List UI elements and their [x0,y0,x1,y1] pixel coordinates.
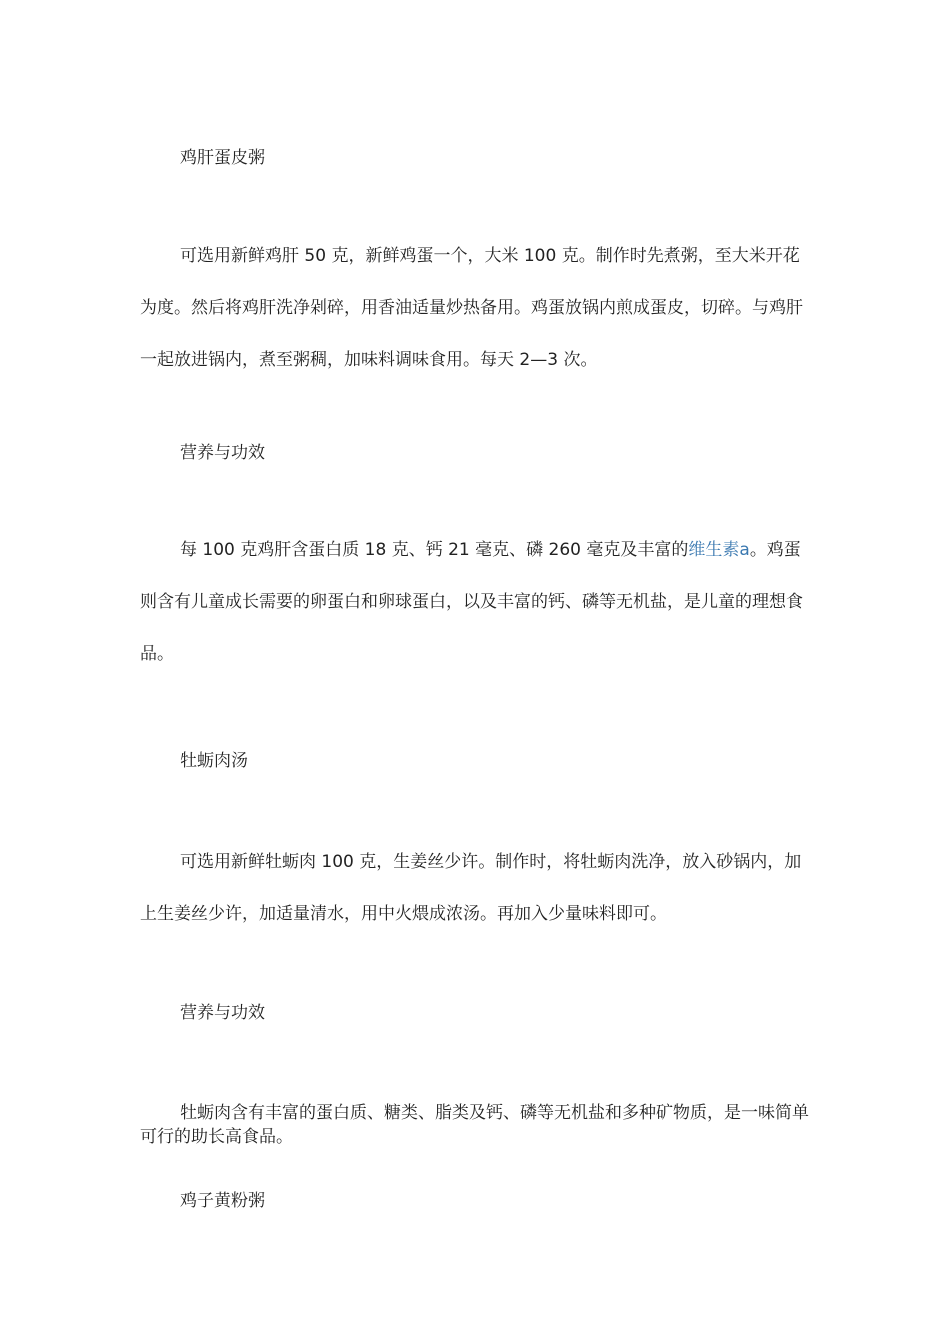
section-heading-egg-yolk-porridge: 鸡子黄粉粥 [180,1191,265,1211]
vitamin-a-link[interactable]: 维生素a [688,540,750,560]
section-heading-chicken-liver-porridge: 鸡肝蛋皮粥 [180,148,265,168]
section-heading-nutrition-1: 营养与功效 [180,443,265,463]
section-heading-oyster-soup: 牡蛎肉汤 [180,751,248,771]
recipe-paragraph-chicken-liver-porridge: 可选用新鲜鸡肝 50 克，新鲜鸡蛋一个，大米 100 克。制作时先煮粥，至大米开花为度。然后将鸡肝洗净剁碎，用香油适量炒热备用。鸡蛋放锅内煎成蛋皮，切碎。与鸡肝一起放进锅内，煮至粥稠，加味料调味食用。每天 2—3 次。 [140,246,803,370]
nutrition-paragraph-chicken-liver [140,524,810,680]
nutrition-text-part-2: 。鸡蛋则含有儿童成长需要的卵蛋白和卵球蛋白，以及丰富的钙、磷等无机盐，是儿童的理想食品。 [140,540,803,664]
recipe-paragraph-oyster-soup: 可选用新鲜牡蛎肉 100 克，生姜丝少许。制作时，将牡蛎肉洗净，放入砂锅内，加上生姜丝少许，加适量清水，用中火煨成浓汤。再加入少量味料即可。 [140,852,802,924]
nutrition-text-part-1: 每 100 克鸡肝含蛋白质 18 克、钙 21 毫克、磷 260 毫克及丰富的 [180,540,689,560]
section-heading-nutrition-2: 营养与功效 [180,1003,265,1023]
nutrition-paragraph-oyster: 牡蛎肉含有丰富的蛋白质、糖类、脂类及钙、磷等无机盐和多种矿物质，是一味简单可行的助长高食品。 [140,1103,809,1147]
